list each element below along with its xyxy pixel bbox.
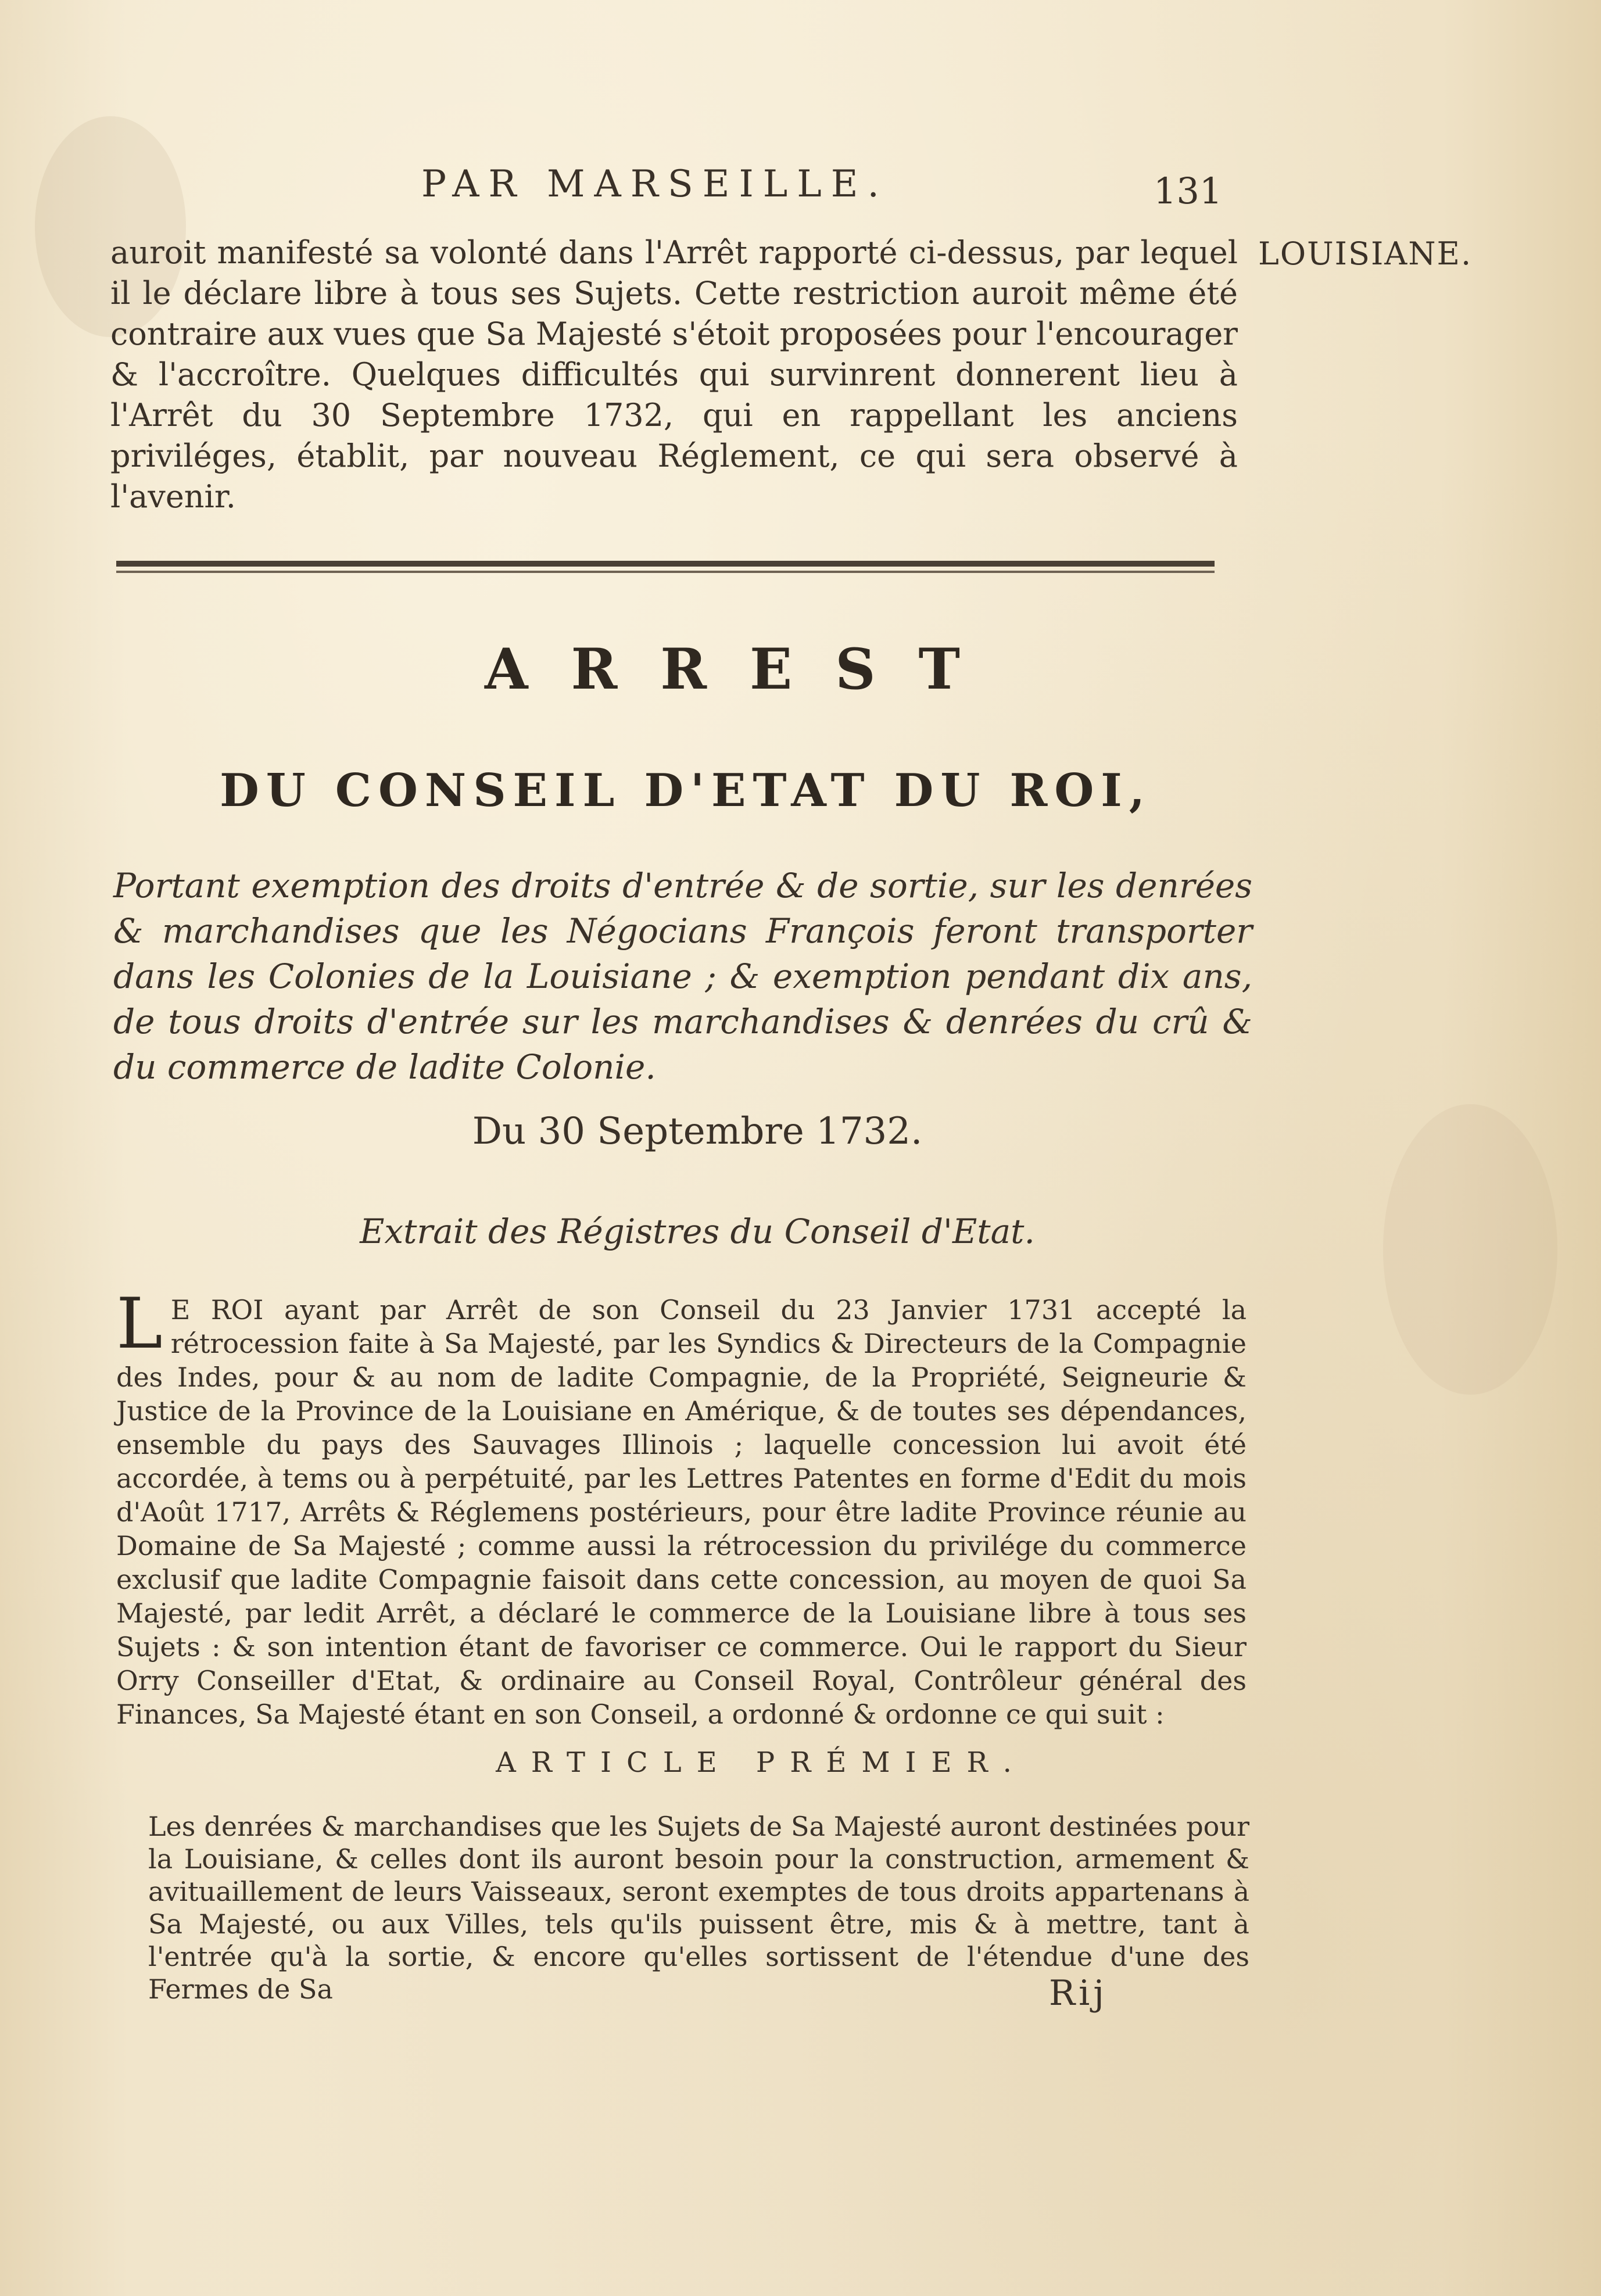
ornamental-rule [116, 561, 1215, 567]
arrest-title: ARREST [485, 636, 1003, 702]
decree-body: E ROI ayant par Arrêt de son Conseil du 23 Janvier 1731 accepté la rétrocession faite à Sa Majesté, par les Syndics & Directeurs de la Compagnie des Indes, pour & au nom de ladite Compagnie, de la Propriété, Seigneurie & Justice de la Province de la Louisiane en Amérique, & de toutes ses dépendances, ensemble du pays des Sauvages Illinois ; laquelle concession lui avoit été accordée, à tems ou à perpétuité, par les Lettres Patentes en forme d'Edit du mois d'Août 1717, Arrêts & Réglemens postérieurs, pour être ladite Province réunie au Domaine de Sa Majesté ; comme aussi la rétrocession du privilége du commerce exclusif que ladite Compagnie faisoit dans cette concession, au moyen de quoi Sa Majesté, par ledit Arrêt, a déclaré le commerce de la Louisiane libre à tous ses Sujets : & son intention étant de favoriser ce commerce. Oui le rapport du Sieur Orry Conseiller d'Etat, & ordinaire au Conseil Royal, Contrôleur général des Finances, Sa Majesté étant en son Conseil, a ordonné & ordonne ce qui suit : [116, 1294, 1247, 1730]
margin-note: LOUISIANE. [1258, 235, 1473, 272]
date-line: Du 30 Septembre 1732. [472, 1110, 923, 1153]
paper-stain [1383, 1104, 1557, 1395]
intro-paragraph: auroit manifesté sa volonté dans l'Arrêt rapporté ci-dessus, par lequel il le déclare libre à tous ses Sujets. Cette restriction auroit même été contraire aux vues que Sa Majesté s'étoit proposées pour l'encourager & l'accroître. Quelques difficultés qui survinrent donnerent lieu à l'Arrêt du 30 Septembre 1732, qui en rappellant les anciens priviléges, établit, par nouveau Réglement, ce qui sera observé à l'avenir. [110, 234, 1238, 515]
decree-text [116, 1284, 1247, 1731]
article-heading: ARTICLE PRÉMIER. [496, 1746, 1027, 1779]
ornamental-rule-thin [116, 571, 1215, 573]
article-text: Les denrées & marchandises que les Sujets de Sa Majesté auront destinées pour la Louisiane, & celles dont ils auront besoin pour la construction, armement & avituaillement de leurs Vaisseaux, seront exemptes de tous droits appartenans à Sa Majesté, ou aux Villes, tels qu'ils puissent être, mis & à mettre, tant à l'entrée qu'à la sortie, & encore qu'elles sortissent de l'étendue d'une des Fermes de Sa [148, 1811, 1249, 2005]
page-number: 131 [1154, 170, 1223, 212]
running-head: PAR MARSEILLE. [421, 163, 889, 206]
drop-cap: L [116, 1284, 163, 1364]
extract-line: Extrait des Régistres du Conseil d'Etat. [360, 1212, 1035, 1251]
signature-mark: Rij [1049, 1973, 1108, 2014]
decree-summary: Portant exemption des droits d'entrée & de sortie, sur les denrées & marchandises que les Négocians François feront transporter dans les Colonies de la Louisiane ; & exemption pendant dix ans, de tous droits d'entrée sur les marchandises & denrées du crû & du commerce de ladite Colonie. [113, 866, 1252, 1087]
conseil-title: DU CONSEIL D'ETAT DU ROI, [220, 764, 1152, 817]
